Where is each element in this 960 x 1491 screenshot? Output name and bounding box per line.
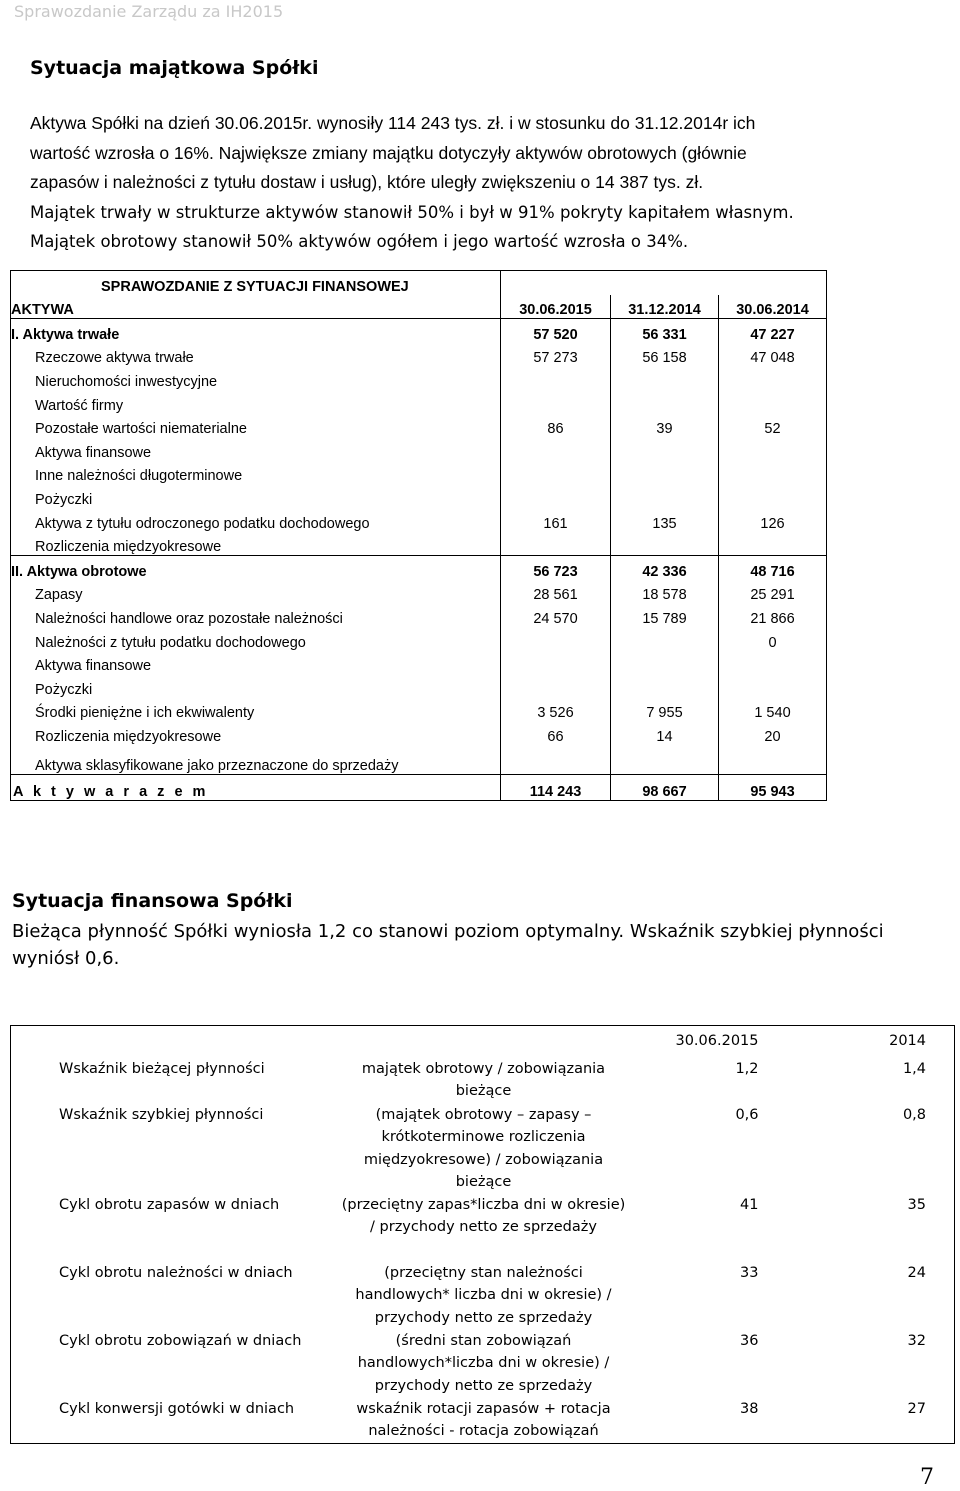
ratio-value: 0,6: [735, 1106, 759, 1123]
balance-value: [719, 390, 827, 414]
ratio-formula: (przeciętny stan należności handlowych* liczba dni w okresie) / przychody netto ze sprzedaży: [355, 1264, 612, 1326]
balance-row-label: Zapasy: [11, 580, 501, 604]
balance-row: [11, 414, 827, 438]
ratio-name: Wskaźnik bieżącej płynności: [59, 1060, 265, 1077]
balance-value: 15 789: [611, 603, 719, 627]
balance-row: [11, 674, 827, 698]
balance-row: [11, 508, 827, 532]
balance-value: 52: [719, 414, 827, 438]
balance-value: [501, 532, 611, 556]
balance-value: [501, 651, 611, 675]
balance-row-label: Pozostałe wartości niematerialne: [11, 414, 501, 438]
paragraph-line: Majątek trwały w strukturze aktywów stanowił 50% i był w 91% pokryty kapitałem własnym.: [30, 202, 794, 222]
balance-value: 86: [501, 414, 611, 438]
ratio-name: Wskaźnik szybkiej płynności: [59, 1106, 264, 1123]
ratio-value: 32: [907, 1332, 926, 1349]
balance-value: [501, 390, 611, 414]
balance-value: [719, 532, 827, 556]
balance-value: [611, 437, 719, 461]
balance-row: [11, 721, 827, 745]
ratio-name: Cykl obrotu należności w dniach: [59, 1264, 293, 1281]
ratio-row: [11, 1330, 955, 1398]
ratio-name: Cykl konwersji gotówki w dniach: [59, 1400, 295, 1417]
balance-value: 21 866: [719, 603, 827, 627]
balance-value: 14: [611, 721, 719, 745]
balance-row: [11, 343, 827, 367]
balance-row: [11, 484, 827, 508]
balance-value: 135: [611, 508, 719, 532]
balance-row: [11, 532, 827, 556]
balance-row: [11, 580, 827, 604]
balance-value: [501, 745, 611, 775]
balance-row-label: Wartość firmy: [11, 390, 501, 414]
balance-row-label: Inne należności długoterminowe: [11, 461, 501, 485]
balance-row-label: I. Aktywa trwałe: [11, 319, 501, 343]
balance-value: 3 526: [501, 698, 611, 722]
balance-row: [11, 651, 827, 675]
balance-value: 39: [611, 414, 719, 438]
col-header: 31.12.2014: [611, 295, 719, 319]
balance-row-label: Pożyczki: [11, 674, 501, 698]
assets-paragraph: [30, 109, 900, 257]
balance-row-label: Aktywa sklasyfikowane jako przeznaczone do sprzedaży: [11, 745, 501, 775]
balance-value: 42 336: [611, 556, 719, 580]
balance-row: [11, 627, 827, 651]
balance-row-label: Należności handlowe oraz pozostałe należności: [11, 603, 501, 627]
balance-value: [501, 484, 611, 508]
balance-value: [719, 484, 827, 508]
balance-row: [11, 745, 827, 775]
balance-value: 47 227: [719, 319, 827, 343]
balance-value: 57 520: [501, 319, 611, 343]
balance-row-label: Aktywa finansowe: [11, 651, 501, 675]
balance-row: [11, 603, 827, 627]
balance-value: [501, 627, 611, 651]
balance-value: [611, 390, 719, 414]
balance-value: [611, 674, 719, 698]
total-value: 114 243: [501, 775, 611, 801]
ratio-name: Cykl obrotu zapasów w dniach: [59, 1196, 280, 1213]
balance-value: [501, 437, 611, 461]
balance-value: [501, 366, 611, 390]
balance-row: [11, 319, 827, 343]
aktywa-header: AKTYWA: [11, 295, 501, 319]
ratio-row: [11, 1058, 955, 1104]
balance-row: [11, 461, 827, 485]
col-header: 30.06.2015: [501, 295, 611, 319]
section-title-finance: Sytuacja finansowa Spółki: [12, 890, 293, 912]
balance-title: SPRAWOZDANIE Z SYTUACJI FINANSOWEJ: [11, 271, 501, 295]
ratio-formula: (średni stan zobowiązań handlowych*liczba dni w okresie) / przychody netto ze sprzedaży: [357, 1332, 610, 1394]
finance-paragraph: Bieżąca płynność Spółki wyniosła 1,2 co stanowi poziom optymalny. Wskaźnik szybkiej płynności wyniósł 0,6.: [12, 921, 884, 969]
balance-value: 1 540: [719, 698, 827, 722]
ratio-value: 35: [907, 1196, 926, 1213]
ratio-formula: (majątek obrotowy – zapasy – krótkoterminowe rozliczenia międzyokresowe) / zobowiązania bieżące: [363, 1106, 604, 1190]
ratio-value: 33: [740, 1264, 759, 1281]
ratio-formula: wskaźnik rotacji zapasów + rotacja należności - rotacja zobowiązań: [356, 1400, 611, 1439]
balance-row-label: II. Aktywa obrotowe: [11, 556, 501, 580]
balance-value: 56 723: [501, 556, 611, 580]
balance-value: [719, 366, 827, 390]
ratio-row: [11, 1262, 955, 1330]
balance-value: [611, 366, 719, 390]
balance-row: [11, 390, 827, 414]
page-number: 7: [920, 1465, 934, 1490]
balance-value: [719, 651, 827, 675]
balance-value: 57 273: [501, 343, 611, 367]
section-title-assets: Sytuacja majątkowa Spółki: [30, 57, 319, 79]
balance-value: 7 955: [611, 698, 719, 722]
balance-value: 0: [719, 627, 827, 651]
ratio-value: 41: [740, 1196, 759, 1213]
balance-value: 47 048: [719, 343, 827, 367]
balance-value: [611, 651, 719, 675]
balance-value: 161: [501, 508, 611, 532]
balance-value: [611, 532, 719, 556]
page-header: Sprawozdanie Zarządu za IH2015: [14, 2, 284, 21]
ratio-formula: (przeciętny zapas*liczba dni w okresie) / przychody netto ze sprzedaży: [341, 1196, 626, 1235]
ratio-value: 27: [907, 1400, 926, 1417]
paragraph-line: zapasów i należności z tytułu dostaw i usług), które uległy zwiększeniu o 14 387 tys. zł.: [30, 172, 704, 192]
paragraph-line: Majątek obrotowy stanowił 50% aktywów ogółem i jego wartość wzrosła o 34%.: [30, 232, 689, 251]
balance-sheet-table: [10, 270, 827, 801]
balance-row-label: Aktywa z tytułu odroczonego podatku dochodowego: [11, 508, 501, 532]
balance-value: 25 291: [719, 580, 827, 604]
ratio-row: [11, 1194, 955, 1262]
balance-row-label: Środki pieniężne i ich ekwiwalenty: [11, 698, 501, 722]
ratio-value: 1,2: [735, 1060, 759, 1077]
balance-value: 66: [501, 721, 611, 745]
ratio-formula: majątek obrotowy / zobowiązania bieżące: [361, 1060, 606, 1099]
ratios-table: [10, 1025, 955, 1444]
balance-row: [11, 556, 827, 580]
balance-value: [611, 745, 719, 775]
balance-value: [719, 745, 827, 775]
ratio-value: 1,4: [902, 1060, 926, 1077]
balance-row-label: Aktywa finansowe: [11, 437, 501, 461]
balance-value: [719, 461, 827, 485]
balance-value: 56 158: [611, 343, 719, 367]
col-header: 30.06.2014: [719, 295, 827, 319]
balance-row-label: Należności z tytułu podatku dochodowego: [11, 627, 501, 651]
ratio-name: Cykl obrotu zobowiązań w dniach: [59, 1332, 302, 1349]
balance-value: 48 716: [719, 556, 827, 580]
balance-row: [11, 698, 827, 722]
ratio-row: [11, 1398, 955, 1444]
balance-row: [11, 437, 827, 461]
balance-value: 24 570: [501, 603, 611, 627]
balance-value: 18 578: [611, 580, 719, 604]
ratio-value: 24: [907, 1264, 926, 1281]
balance-value: 126: [719, 508, 827, 532]
total-value: 95 943: [719, 775, 827, 801]
balance-value: [611, 461, 719, 485]
paragraph-line: wartość wzrosła o 16%. Największe zmiany majątku dotyczyły aktywów obrotowych (głównie: [30, 142, 747, 163]
ratio-col-header: 30.06.2015: [675, 1033, 759, 1049]
ratio-row: [11, 1104, 955, 1194]
balance-row-label: Rozliczenia międzyokresowe: [11, 721, 501, 745]
ratio-value: 36: [740, 1332, 759, 1349]
ratio-col-header: 2014: [889, 1033, 926, 1049]
balance-value: 20: [719, 721, 827, 745]
total-label: A k t y w a r a z e m: [11, 775, 501, 801]
balance-value: [501, 461, 611, 485]
balance-total-row: [11, 775, 827, 801]
balance-value: [719, 437, 827, 461]
balance-row: [11, 366, 827, 390]
balance-value: [611, 484, 719, 508]
paragraph-line: Aktywa Spółki na dzień 30.06.2015r. wynosiły 114 243 tys. zł. i w stosunku do 31.12.2014r ich: [30, 113, 756, 133]
ratio-value: 0,8: [902, 1106, 926, 1123]
balance-value: 28 561: [501, 580, 611, 604]
balance-row-label: Nieruchomości inwestycyjne: [11, 366, 501, 390]
balance-row-label: Rozliczenia międzyokresowe: [11, 532, 501, 556]
total-value: 98 667: [611, 775, 719, 801]
ratio-value: 38: [740, 1400, 759, 1417]
balance-value: 56 331: [611, 319, 719, 343]
balance-value: [611, 627, 719, 651]
balance-row-label: Pożyczki: [11, 484, 501, 508]
balance-row-label: Rzeczowe aktywa trwałe: [11, 343, 501, 367]
balance-value: [501, 674, 611, 698]
balance-value: [719, 674, 827, 698]
